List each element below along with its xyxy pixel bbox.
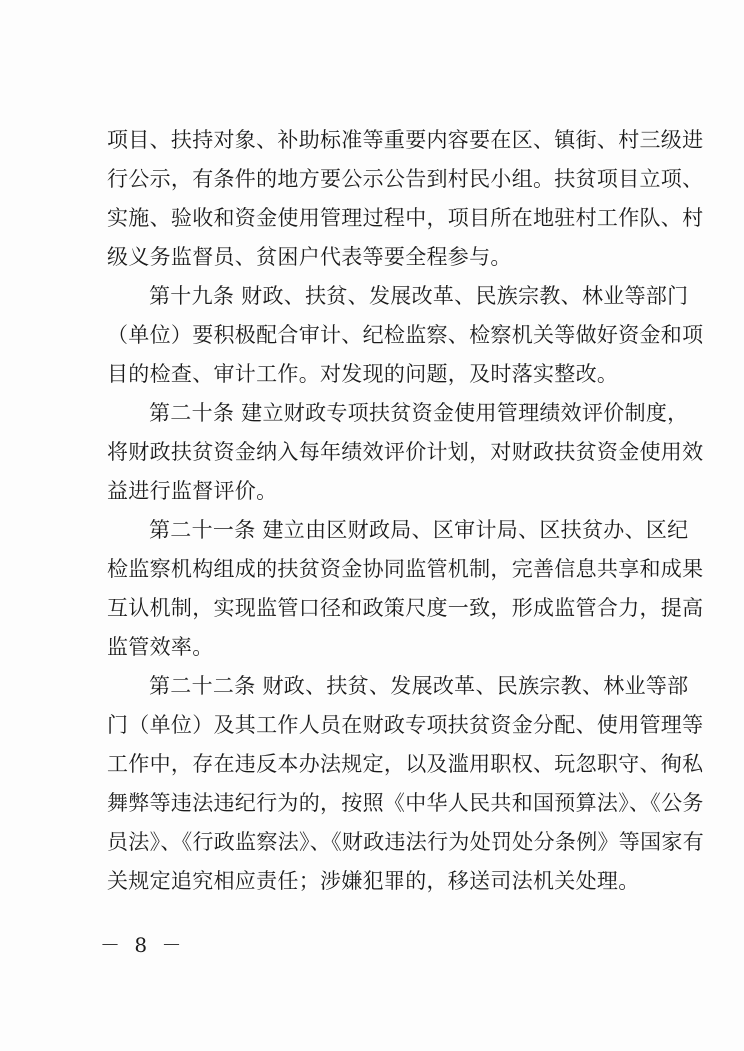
page-number: － 8 － <box>100 933 186 957</box>
article-19-line-1: 第十九条 财政、扶贫、发展改革、民族宗教、林业等部门 <box>149 284 689 308</box>
paragraph-1-line-3: 实施、验收和资金使用管理过程中，项目所在地驻村工作队、村 <box>107 206 704 230</box>
article-19-line-3: 目的检查、审计工作。对发现的问题，及时落实整改。 <box>107 362 619 386</box>
article-22-line-1: 第二十二条 财政、扶贫、发展改革、民族宗教、林业等部 <box>149 674 689 698</box>
article-20-line-2: 将财政扶贫资金纳入每年绩效评价计划，对财政扶贫资金使用效 <box>107 440 704 464</box>
paragraph-1-line-2: 行公示，有条件的地方要公示公告到村民小组。扶贫项目立项、 <box>107 167 704 191</box>
paragraph-1-line-4: 级义务监督员、贫困户代表等要全程参与。 <box>107 245 512 269</box>
article-22-line-3: 工作中，存在违反本办法规定，以及滥用职权、玩忽职守、徇私 <box>107 752 704 776</box>
article-21-line-3: 互认机制，实现监管口径和政策尺度一致，形成监管合力，提高 <box>107 596 704 620</box>
article-22-line-5: 员法》、《行政监察法》、《财政违法行为处罚处分条例》等国家有 <box>107 830 704 854</box>
article-22-line-2: 门（单位）及其工作人员在财政专项扶贫资金分配、使用管理等 <box>107 713 704 737</box>
article-21-line-4: 监管效率。 <box>107 635 214 659</box>
article-19-line-2: （单位）要积极配合审计、纪检监察、检察机关等做好资金和项 <box>107 323 704 347</box>
article-20-line-3: 益进行监督评价。 <box>107 479 278 503</box>
paragraph-1-line-1: 项目、扶持对象、补助标准等重要内容要在区、镇街、村三级进 <box>107 128 704 152</box>
article-21-line-2: 检监察机构组成的扶贫资金协同监管机制，完善信息共享和成果 <box>107 557 704 581</box>
article-22-line-6: 关规定追究相应责任；涉嫌犯罪的，移送司法机关处理。 <box>107 869 640 893</box>
article-21-line-1: 第二十一条 建立由区财政局、区审计局、区扶贫办、区纪 <box>149 518 689 542</box>
article-20-line-1: 第二十条 建立财政专项扶贫资金使用管理绩效评价制度， <box>149 401 689 425</box>
article-22-line-4: 舞弊等违法违纪行为的，按照《中华人民共和国预算法》、《公务 <box>107 791 704 815</box>
